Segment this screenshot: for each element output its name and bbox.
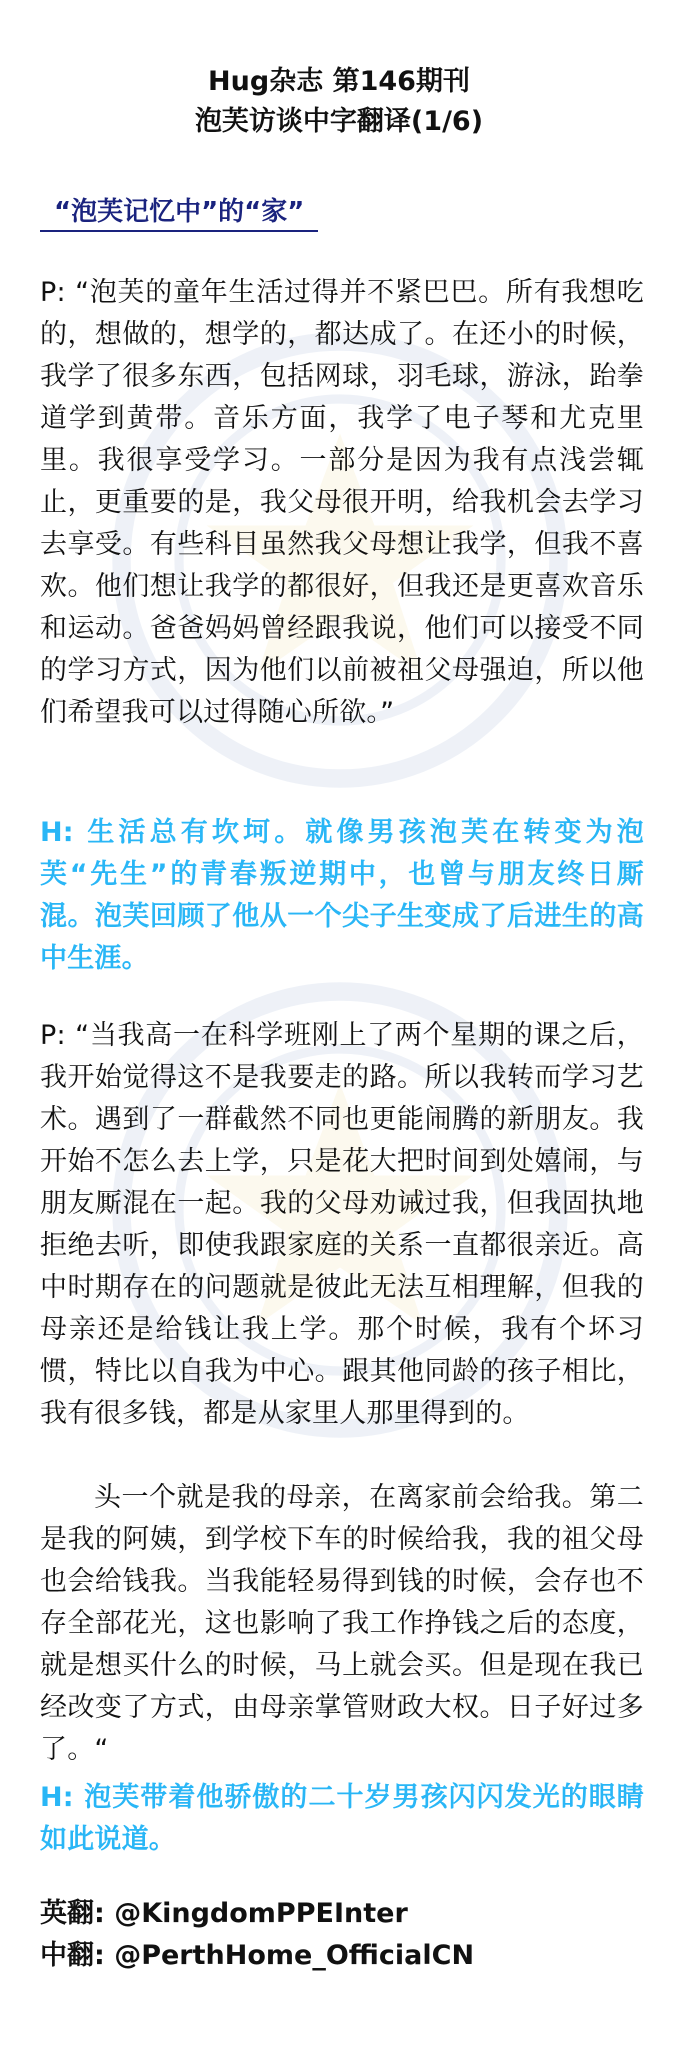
host-paragraph-2: H: 泡芙带着他骄傲的二十岁男孩闪闪发光的眼睛如此说道。 [40, 1782, 644, 1855]
answer-paragraph-2: P: “当我高一在科学班刚上了两个星期的课之后，我开始觉得这不是我要走的路。所以我转而学习艺术。遇到了一群截然不同也更能闹腾的新朋友。我开始不怎么去上学，只是花大把时间到处嬉闹，与朋友厮混在一起。我的父母劝诫过我，但我固执地拒绝去听，即使我跟家庭的关系一直都很亲近。高中时期存在的问题就是彼此无法互相理解，但我的母亲还是给钱让我上学。那个时候，我有个坏习惯，特比以自我为中心。跟其他同龄的孩子相比，我有很多钱，都是从家里人那里得到的。 [40, 1020, 644, 1429]
magazine-issue-title: Hug杂志 第146期刊 [208, 66, 470, 97]
host-paragraph-1: H: 生活总有坎坷。就像男孩泡芙在转变为泡芙“先生”的青春叛逆期中，也曾与朋友终日厮混。泡芙回顾了他从一个尖子生变成了后进生的高中生涯。 [40, 817, 644, 974]
section-title: “泡芙记忆中”的“家” [40, 196, 318, 232]
translation-subtitle: 泡芙访谈中字翻译(1/6) [194, 106, 484, 137]
answer-paragraph-1: P: “泡芙的童年生活过得并不紧巴巴。所有我想吃的，想做的，想学的，都达成了。在还小的时候，我学了很多东西，包括网球，羽毛球，游泳，跆拳道学到黄带。音乐方面，我学了电子琴和尤克里里。我很享受学习。一部分是因为我有点浅尝辄止，更重要的是，我父母很开明，给我机会去学习去享受。有些科目虽然我父母想让我学，但我不喜欢。他们想让我学的都很好，但我还是更喜欢音乐和运动。爸爸妈妈曾经跟我说，他们可以接受不同的学习方式，因为他们以前被祖父母强迫，所以他们希望我可以过得随心所欲。” [40, 277, 644, 728]
chinese-translation-credit: 中翻: @PerthHome_OfficialCN [40, 1940, 475, 1971]
english-translation-credit: 英翻: @KingdomPPEInter [40, 1898, 408, 1929]
answer-paragraph-3: 头一个就是我的母亲，在离家前会给我。第二是我的阿姨，到学校下车的时候给我，我的祖父母也会给钱我。当我能轻易得到钱的时候，会存也不存全部花光，这也影响了我工作挣钱之后的态度，就是想买什么的时候，马上就会买。但是现在我已经改变了方式，由母亲掌管财政大权。日子好过多了。“ [40, 1482, 644, 1765]
article-header [0, 62, 678, 142]
